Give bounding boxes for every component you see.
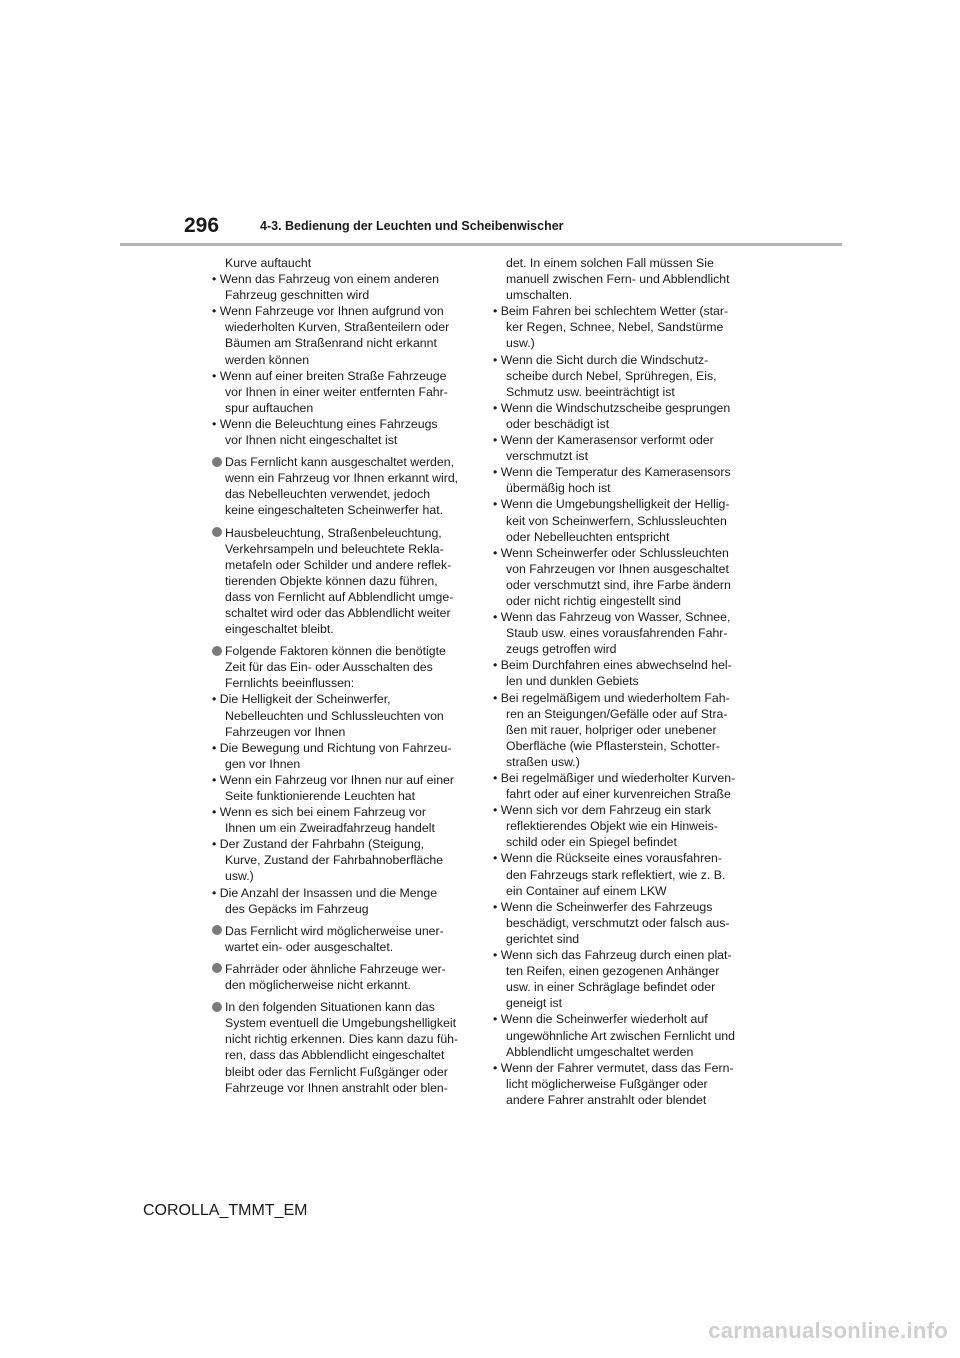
text-line: ren an Steigungen/Gefälle oder auf Stra- — [506, 706, 728, 721]
text-line: schild oder ein Spiegel befindet — [506, 835, 677, 850]
text-line: det. In einem solchen Fall müssen Sie — [506, 256, 714, 270]
text-line: Fahrräder oder ähnliche Fahrzeuge wer- — [225, 961, 446, 976]
text-line: gerichtet sind — [506, 931, 580, 946]
text-line: Fahrzeug geschnitten wird — [225, 288, 370, 303]
text-line: oder verschmutzt sind, ihre Farbe ändern — [506, 577, 731, 592]
text-line: verschmutzt ist — [506, 449, 588, 464]
text-line: keit von Scheinwerfern, Schlussleuchten — [506, 513, 727, 528]
text-line: übermäßig hoch ist — [506, 481, 611, 496]
text-line: len und dunklen Gebiets — [506, 674, 639, 689]
text-line: den Fahrzeugs stark reflektiert, wie z. B. — [506, 867, 726, 882]
sub-bullet-line: • Wenn die Beleuchtung eines Fahrzeugs — [212, 416, 438, 431]
sub-bullet-line: • Wenn ein Fahrzeug vor Ihnen nur auf einer — [212, 772, 454, 787]
text-line: Das Fernlicht wird möglicherweise uner- — [225, 923, 444, 938]
text-line: schaltet wird oder das Abblendlicht weiter — [225, 605, 451, 620]
sub-bullet-line: • Die Helligkeit der Scheinwerfer, — [212, 692, 391, 707]
text-line: dass von Fernlicht auf Abblendlicht umge- — [225, 589, 454, 604]
sub-bullet-line: • Wenn die Sicht durch die Windschutz- — [493, 352, 709, 367]
sub-bullet-line: • Beim Durchfahren eines abwechselnd hel- — [493, 658, 732, 673]
text-line: manuell zwischen Fern- und Abblendlicht — [506, 272, 730, 287]
text-line: Verkehrsampeln und beleuchtete Rekla- — [225, 541, 444, 556]
text-line: ein Container auf einem LKW — [506, 883, 667, 898]
text-line: Hausbeleuchtung, Straßenbeleuchtung, — [225, 525, 442, 540]
header-divider — [120, 243, 842, 246]
sub-bullet-line: • Wenn die Windschutzscheibe gesprungen — [493, 400, 731, 415]
text-line: Bäumen am Straßenrand nicht erkannt — [225, 336, 437, 351]
bullet-paragraph — [212, 643, 470, 917]
text-line: Ihnen um ein Zweiradfahrzeug handelt — [225, 821, 435, 836]
right-column — [493, 255, 751, 1108]
text-line: scheibe durch Nebel, Sprühregen, Eis, — [506, 368, 717, 383]
sub-bullet-line: • Wenn Fahrzeuge vor Ihnen aufgrund von — [212, 304, 444, 319]
text-line: von Fahrzeugen vor Ihnen ausgeschaltet — [506, 561, 729, 576]
text-line: straßen usw.) — [506, 754, 580, 769]
page-number: 296 — [184, 214, 220, 237]
text-line: Staub usw. eines vorausfahrenden Fahr- — [506, 626, 728, 641]
text-line: usw.) — [506, 336, 535, 351]
text-line: vor Ihnen in einer weiter entfernten Fahr- — [225, 384, 448, 399]
text-line: wartet ein- oder ausgeschaltet. — [225, 939, 394, 954]
sub-bullet-line: • Wenn die Scheinwerfer wiederholt auf — [493, 1012, 708, 1027]
text-line: oder Nebelleuchten entspricht — [506, 529, 670, 544]
sub-bullet-line: • Wenn der Fahrer vermutet, dass das Fern- — [493, 1060, 734, 1075]
text-line: Kurve, Zustand der Fahrbahnoberfläche — [225, 853, 444, 868]
text-line: des Gepäcks im Fahrzeug — [225, 901, 369, 916]
sub-bullet-line: • Der Zustand der Fahrbahn (Steigung, — [212, 837, 425, 852]
sub-bullet-line: • Wenn die Umgebungshelligkeit der Hellig- — [493, 497, 730, 512]
sub-bullet-line: • Die Anzahl der Insassen und die Menge — [212, 885, 438, 900]
sub-bullet-line: • Wenn das Fahrzeug von Wasser, Schnee, — [493, 610, 731, 625]
text-line: Schmutz usw. beeinträchtigt ist — [506, 384, 675, 399]
text-line: keine eingeschalteten Scheinwerfer hat. — [225, 503, 444, 518]
text-line: Zeit für das Ein- oder Ausschalten des — [225, 660, 433, 675]
text-line: geneigt ist — [506, 996, 563, 1011]
sub-bullet-line: • Die Bewegung und Richtung von Fahrzeu- — [212, 740, 452, 755]
sub-bullet-line: • Wenn es sich bei einem Fahrzeug vor — [212, 805, 426, 820]
continuation-paragraph — [212, 255, 470, 448]
footer-doc-code: COROLLA_TMMT_EM — [143, 1202, 308, 1219]
watermark[interactable]: carmanualsonline.info — [708, 1318, 948, 1343]
sub-bullet-line: • Wenn Scheinwerfer oder Schlussleuchten — [493, 545, 729, 560]
text-line: Seite funktionierende Leuchten hat — [225, 789, 416, 803]
text-line: usw.) — [225, 869, 254, 884]
sub-bullet-line: • Wenn der Kamerasensor verformt oder — [493, 433, 714, 448]
text-line: metafeln oder Schilder und andere reflek- — [225, 557, 452, 572]
text-line: ungewöhnliche Art zwischen Fernlicht und — [506, 1028, 735, 1043]
text-line: Folgende Faktoren können die benötigte — [225, 644, 446, 659]
text-line: oder nicht richtig eingestellt sind — [506, 593, 681, 608]
text-line: nicht richtig erkennen. Dies kann dazu füh- — [225, 1032, 459, 1047]
sub-bullet-line: • Wenn die Temperatur des Kamerasensors — [493, 465, 731, 480]
section-title: 4-3. Bedienung der Leuchten und Scheibenwischer — [260, 219, 564, 233]
bullet-paragraph — [212, 525, 470, 638]
text-line: ren, dass das Abblendlicht eingeschaltet — [225, 1048, 445, 1063]
bullet-dot-icon — [212, 925, 222, 935]
sub-bullet-line: • Wenn die Scheinwerfer des Fahrzeugs — [493, 899, 713, 914]
text-line: Nebelleuchten und Schlussleuchten von — [225, 708, 444, 723]
bullet-dot-icon — [212, 527, 222, 537]
sub-bullet-line: • Wenn das Fahrzeug von einem anderen — [212, 272, 439, 287]
text-line: Fahrzeuge vor Ihnen anstrahlt oder blen- — [225, 1080, 448, 1095]
sub-bullet-line: • Wenn auf einer breiten Straße Fahrzeuge — [212, 368, 447, 383]
bullet-dot-icon — [212, 1002, 222, 1012]
text-line: wenn ein Fahrzeug vor Ihnen erkannt wird, — [225, 471, 459, 486]
text-line: licht möglicherweise Fußgänger oder — [506, 1076, 708, 1091]
sub-bullet-line: • Bei regelmäßiger und wiederholter Kurven- — [493, 771, 736, 785]
bullet-dot-icon — [212, 646, 222, 656]
text-line: Das Fernlicht kann ausgeschaltet werden, — [225, 455, 454, 470]
sub-bullet-line: • Wenn die Rückseite eines vorausfahren- — [493, 851, 722, 866]
bullet-paragraph — [212, 999, 470, 1096]
text-line: eingeschaltet bleibt. — [225, 622, 334, 637]
sub-bullet-line: • Wenn sich das Fahrzeug durch einen plat- — [493, 948, 732, 963]
sub-bullet-line: • Wenn sich vor dem Fahrzeug ein stark — [493, 803, 711, 818]
continuation-paragraph — [493, 255, 751, 1108]
bullet-paragraph — [212, 961, 470, 993]
text-line: tierenden Objekte können dazu führen, — [225, 573, 438, 588]
text-line: spur auftauchen — [225, 400, 314, 415]
bullet-dot-icon — [212, 457, 222, 467]
text-line: ßen mit rauer, holpriger oder unebener — [506, 722, 717, 737]
sub-bullet-line: • Bei regelmäßigem und wiederholtem Fah- — [493, 690, 730, 705]
text-line: wiederholten Kurven, Straßenteilern oder — [225, 320, 450, 335]
left-column — [212, 255, 470, 1096]
text-line: System eventuell die Umgebungshelligkeit — [225, 1016, 457, 1031]
text-line: bleibt oder das Fernlicht Fußgänger oder — [225, 1064, 448, 1079]
text-line: gen vor Ihnen — [225, 756, 301, 771]
text-line: reflektierendes Objekt wie ein Hinweis- — [506, 819, 718, 834]
text-line: ten Reifen, einen gezogenen Anhänger — [506, 964, 720, 979]
text-line: Fahrzeugen vor Ihnen — [225, 724, 346, 739]
text-line: andere Fahrer anstrahlt oder blendet — [506, 1092, 707, 1107]
bullet-paragraph — [212, 454, 470, 518]
text-line: umschalten. — [506, 288, 573, 303]
text-line: ker Regen, Schnee, Nebel, Sandstürme — [506, 320, 724, 335]
text-line: fahrt oder auf einer kurvenreichen Straße — [506, 787, 731, 802]
text-line: Kurve auftaucht — [225, 256, 312, 270]
text-line: oder beschädigt ist — [506, 416, 610, 431]
text-line: Fernlichts beeinflussen: — [225, 676, 355, 691]
text-line: usw. in einer Schräglage befindet oder — [506, 980, 716, 995]
text-line: Oberfläche (wie Pflasterstein, Schotter- — [506, 738, 720, 753]
text-line: In den folgenden Situationen kann das — [225, 1000, 435, 1015]
text-line: den möglicherweise nicht erkannt. — [225, 978, 411, 993]
bullet-dot-icon — [212, 963, 222, 973]
text-line: beschädigt, verschmutzt oder falsch aus- — [506, 915, 730, 930]
text-line: werden können — [225, 352, 310, 367]
bullet-paragraph — [212, 923, 470, 955]
text-line: das Nebelleuchten verwendet, jedoch — [225, 487, 431, 502]
text-line: zeugs getroffen wird — [506, 642, 617, 657]
sub-bullet-line: • Beim Fahren bei schlechtem Wetter (star- — [493, 304, 729, 319]
text-line: Abblendlicht umgeschaltet werden — [506, 1044, 694, 1059]
text-line: vor Ihnen nicht eingeschaltet ist — [225, 433, 398, 448]
